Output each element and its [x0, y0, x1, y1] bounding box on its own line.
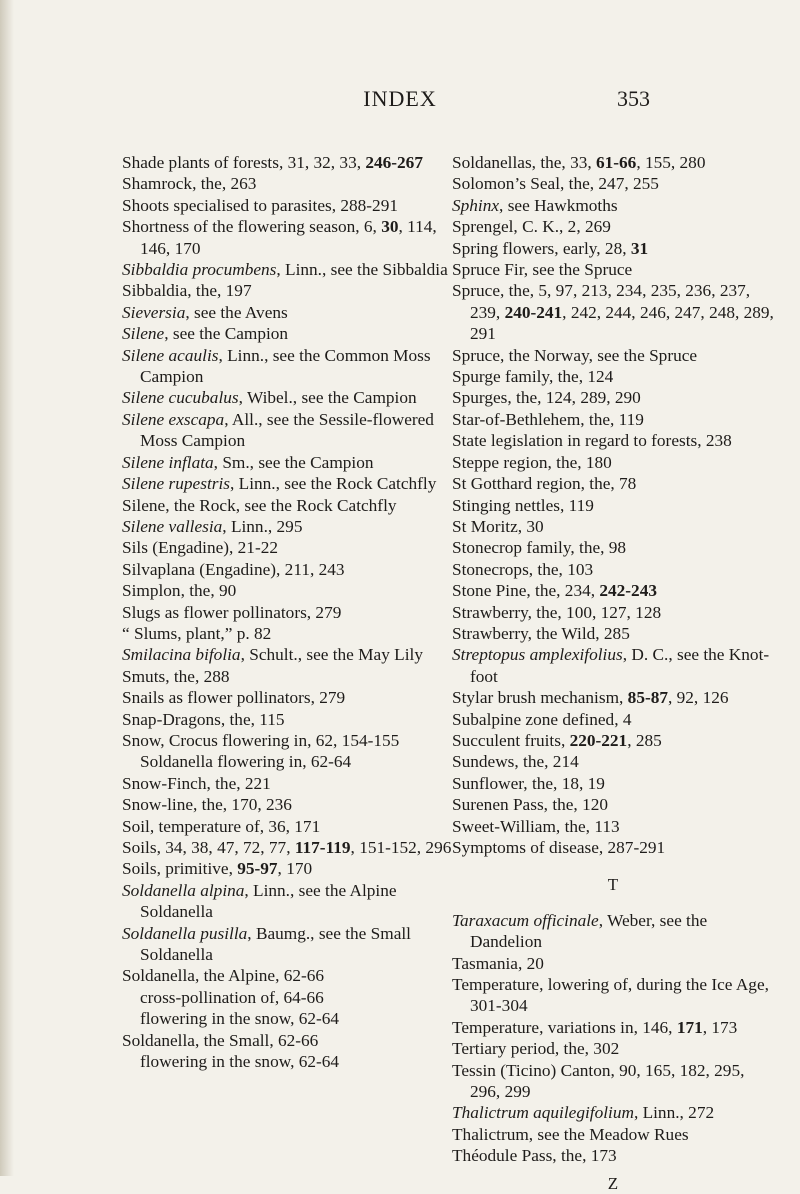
entry-text: Spurge family, the, 124 [452, 367, 614, 387]
index-entry [452, 409, 774, 430]
entry-text: , Linn., see the Common Moss Campion [140, 345, 431, 387]
index-column-right [452, 152, 774, 1194]
entry-text: Stinging nettles, 119 [452, 495, 594, 515]
entry-text: Tasmania, 20 [452, 953, 544, 973]
index-entry [122, 880, 452, 923]
entry-text: Soldanella flowering in, 62-64 [140, 752, 352, 772]
entry-text: Shade plants of forests, 31, 32, 33, [122, 153, 366, 172]
entry-text: Soldanella pusilla [122, 923, 248, 943]
entry-text: , Linn., see the Sibbaldia [276, 260, 448, 280]
entry-text: cross-pollination of, 64-66 [140, 987, 324, 1007]
entry-text: , 285 [627, 730, 662, 750]
entry-text: , Linn., see the Alpine Soldanella [140, 880, 397, 922]
index-entry [122, 516, 452, 537]
entry-text: , see Hawkmoths [499, 195, 618, 215]
index-entry [452, 730, 774, 751]
entry-text: Strawberry, the Wild, 285 [452, 623, 630, 643]
index-entry [452, 452, 774, 473]
entry-text: 220-221 [569, 730, 628, 750]
entry-text: , see the Campion [164, 324, 289, 344]
index-entry [122, 495, 452, 516]
index-entry [452, 495, 774, 516]
index-entry [122, 559, 452, 580]
index-entry [452, 280, 774, 344]
entry-text: Snow-line, the, 170, 236 [122, 795, 292, 815]
entry-text: Silene vallesia [122, 516, 223, 536]
entry-text: Spruce Fir, see the Spruce [452, 260, 633, 280]
entry-text: Simplon, the, 90 [122, 581, 237, 601]
index-entry [122, 687, 452, 708]
index-entry [452, 1102, 774, 1123]
index-entry [122, 623, 452, 644]
entry-text: , Sm., see the Campion [213, 452, 374, 472]
index-entry [452, 816, 774, 837]
index-entry [452, 709, 774, 730]
index-column-left [122, 152, 452, 1072]
entry-text: Symptoms of disease, 287-291 [452, 838, 666, 857]
entry-text: Subalpine zone defined, 4 [452, 709, 632, 729]
entry-text: 30 [381, 217, 399, 237]
entry-text: 240-241 [504, 302, 563, 322]
entry-text: Silene, the Rock, see the Rock Catchfly [122, 495, 397, 515]
entry-text: Silene rupestris [122, 474, 230, 494]
index-entry [452, 580, 774, 601]
entry-text: , D. C., see the Knot-foot [470, 645, 770, 686]
entry-text: Snails as flower pollinators, 279 [122, 688, 346, 708]
index-entry [452, 516, 774, 537]
index-entry [452, 953, 774, 974]
index-entry [122, 280, 452, 301]
index-entry [122, 794, 452, 815]
entry-text: , 242, 244, 246, 247, 248, 289, 291 [470, 302, 774, 344]
index-entry [452, 1038, 774, 1059]
entry-text: Sprengel, C. K., 2, 269 [452, 217, 611, 237]
index-entry [452, 173, 774, 194]
index-entry [452, 430, 774, 451]
entry-text: Stylar brush mechanism, [452, 688, 628, 708]
index-entry [452, 387, 774, 408]
index-entry [122, 1030, 452, 1051]
entry-text: , Weber, see the Dandelion [470, 910, 708, 952]
entry-text: , 170 [277, 859, 313, 879]
entry-text: Sibbaldia, the, 197 [122, 281, 252, 301]
entry-text: Stone Pine, the, 234, [452, 581, 600, 601]
entry-text: Sweet-William, the, 113 [452, 816, 620, 836]
entry-text: Surenen Pass, the, 120 [452, 795, 608, 815]
index-entry [452, 687, 774, 708]
entry-text: Silene cucubalus [122, 388, 239, 408]
index-entry [122, 409, 452, 452]
entry-text: Shamrock, the, 263 [122, 174, 257, 194]
entry-text: Stonecrops, the, 103 [452, 559, 594, 579]
entry-text: , Linn., see the Rock Catchfly [230, 474, 437, 494]
index-entry [122, 709, 452, 730]
entry-text: Silene exscapa [122, 409, 225, 429]
index-entry [122, 858, 452, 879]
index-entry [122, 816, 452, 837]
entry-text: Spruce, the Norway, see the Spruce [452, 345, 698, 365]
entry-text: Smuts, the, 288 [122, 666, 230, 686]
index-entry [452, 195, 774, 216]
index-entry [452, 837, 774, 858]
index-entry [452, 216, 774, 237]
index-entry [122, 452, 452, 473]
entry-text: Temperature, variations in, 146, [452, 1017, 677, 1037]
entry-text: St Gotthard region, the, 78 [452, 474, 637, 494]
index-entry [452, 259, 774, 280]
entry-text: , Schult., see the May Lily [240, 645, 423, 665]
entry-text: Taraxacum officinale [452, 910, 599, 930]
entry-text: Stonecrop family, the, 98 [452, 538, 627, 558]
entry-text: St Moritz, 30 [452, 516, 544, 536]
entry-text: 246-267 [365, 153, 423, 172]
entry-text: Solomon’s Seal, the, 247, 255 [452, 174, 659, 194]
entry-text: Silene acaulis [122, 345, 219, 365]
entry-text: 242-243 [599, 581, 657, 601]
entry-text: Sunflower, the, 18, 19 [452, 773, 605, 793]
index-subentry [122, 1008, 452, 1029]
entry-text: Soils, primitive, [122, 859, 238, 879]
entry-text: Silvaplana (Engadine), 211, 243 [122, 559, 345, 579]
entry-text: Succulent fruits, [452, 730, 570, 750]
index-entry [122, 195, 452, 216]
index-entry [452, 602, 774, 623]
entry-text: , Linn., 272 [633, 1103, 715, 1123]
index-entry [452, 152, 774, 173]
entry-text: flowering in the snow, 62-64 [140, 1052, 340, 1072]
entry-text: flowering in the snow, 62-64 [140, 1009, 340, 1029]
entry-text: 61-66 [596, 153, 637, 172]
entry-text: Thalictrum, see the Meadow Rues [452, 1124, 689, 1144]
index-entry [452, 1145, 774, 1166]
index-entry [122, 537, 452, 558]
entry-text: Silene inflata [122, 452, 214, 472]
entry-text: Spring flowers, early, 28, [452, 238, 631, 258]
index-entry [452, 345, 774, 366]
index-entry [452, 974, 774, 1017]
index-entry [122, 666, 452, 687]
index-entry [122, 473, 452, 494]
index-entry [122, 345, 452, 388]
entry-text: Thalictrum aquilegifolium [452, 1103, 634, 1123]
index-entry [452, 559, 774, 580]
index-entry [452, 910, 774, 953]
index-entry [122, 302, 452, 323]
entry-text: Sibbaldia procumbens [122, 260, 277, 280]
index-entry [122, 152, 452, 173]
index-entry [452, 773, 774, 794]
index-entry [452, 1060, 774, 1103]
index-entry [452, 473, 774, 494]
entry-text: Shortness of the flowering season, 6, [122, 217, 382, 237]
entry-text: Soldanella alpina [122, 880, 245, 900]
index-entry [452, 1017, 774, 1038]
index-entry [452, 794, 774, 815]
section-letter: T [607, 875, 619, 895]
entry-text: , see the Avens [185, 302, 288, 322]
index-entry [122, 644, 452, 665]
entry-text: Slugs as flower pollinators, 279 [122, 602, 342, 622]
page-number: 353 [617, 86, 650, 111]
entry-text: Snow-Finch, the, 221 [122, 773, 271, 793]
index-subentry [122, 751, 452, 772]
signature-mark: Z [607, 1173, 619, 1193]
entry-text: 117-119 [294, 838, 351, 857]
entry-text: Spruce, the, 5, 97, 213, 234, 235, 236, 237, 239, [452, 281, 751, 322]
entry-text: Silene [122, 324, 165, 344]
entry-text: Sils (Engadine), 21-22 [122, 538, 278, 558]
index-entry [122, 387, 452, 408]
index-entry [122, 173, 452, 194]
entry-text: , Wibel., see the Campion [238, 388, 417, 408]
entry-text: , 173 [702, 1017, 738, 1037]
entry-text: Snow, Crocus flowering in, 62, 154-155 [122, 730, 400, 750]
entry-text: “ Slums, plant,” p. 82 [122, 623, 272, 643]
entry-text: Soldanella, the Small, 62-66 [122, 1030, 319, 1050]
entry-text: Sieversia [122, 302, 186, 322]
index-entry [122, 259, 452, 280]
entry-text: , All., see the Sessile-flowered Moss Campion [140, 409, 434, 451]
entry-text: Snap-Dragons, the, 115 [122, 709, 285, 729]
index-entry [122, 580, 452, 601]
entry-text: 171 [676, 1017, 703, 1037]
entry-text: Théodule Pass, the, 173 [452, 1146, 617, 1166]
index-entry [122, 216, 452, 259]
index-entry [122, 773, 452, 794]
entry-text: Strawberry, the, 100, 127, 128 [452, 602, 662, 622]
index-entry [122, 730, 452, 751]
index-entry [122, 923, 452, 966]
entry-text: Sundews, the, 214 [452, 752, 579, 772]
index-subentry [122, 1051, 452, 1072]
index-entry [122, 602, 452, 623]
index-entry [452, 644, 774, 687]
entry-text: , 114, 146, 170 [140, 217, 437, 258]
index-entry [452, 623, 774, 644]
entry-text: , Baumg., see the Small Soldanella [140, 923, 411, 965]
index-entry [122, 837, 452, 858]
entry-text: Soil, temperature of, 36, 171 [122, 816, 321, 836]
index-subentry [122, 987, 452, 1008]
index-entry [452, 537, 774, 558]
entry-text: 31 [630, 238, 649, 258]
entry-text: Tessin (Ticino) Canton, 90, 165, 182, 295, 296, 299 [452, 1060, 745, 1102]
entry-text: Soldanellas, the, 33, [452, 153, 596, 172]
index-entry [122, 965, 452, 986]
entry-text: , 92, 126 [668, 688, 729, 708]
entry-text: Spurges, the, 124, 289, 290 [452, 388, 641, 408]
page-title: INDEX [363, 86, 437, 111]
entry-text: Shoots specialised to parasites, 288-291 [122, 195, 398, 215]
entry-text: Star-of-Bethlehem, the, 119 [452, 409, 644, 429]
entry-text: 85-87 [627, 688, 668, 708]
entry-text: Soils, 34, 38, 47, 72, 77, [122, 838, 295, 857]
entry-text: Sphinx [452, 195, 500, 215]
entry-text: Streptopus amplexifolius [452, 645, 623, 665]
book-gutter-shadow [0, 0, 14, 1176]
entry-text: , Linn., 295 [222, 516, 303, 536]
entry-text: Smilacina bifolia [122, 645, 241, 665]
index-entry [452, 751, 774, 772]
index-entry [452, 1124, 774, 1145]
entry-text: , 155, 280 [636, 153, 706, 172]
page-header [0, 86, 800, 118]
entry-text: Steppe region, the, 180 [452, 452, 612, 472]
entry-text: , 151-152, 296 [350, 838, 452, 857]
index-entry [452, 366, 774, 387]
entry-text: Soldanella, the Alpine, 62-66 [122, 966, 325, 986]
entry-text: Temperature, lowering of, during the Ice Age, 301-304 [452, 975, 769, 1016]
entry-text: State legislation in regard to forests, 238 [452, 431, 732, 451]
entry-text: Tertiary period, the, 302 [452, 1039, 620, 1059]
index-entry [452, 238, 774, 259]
index-entry [122, 323, 452, 344]
entry-text: 95-97 [237, 859, 278, 879]
